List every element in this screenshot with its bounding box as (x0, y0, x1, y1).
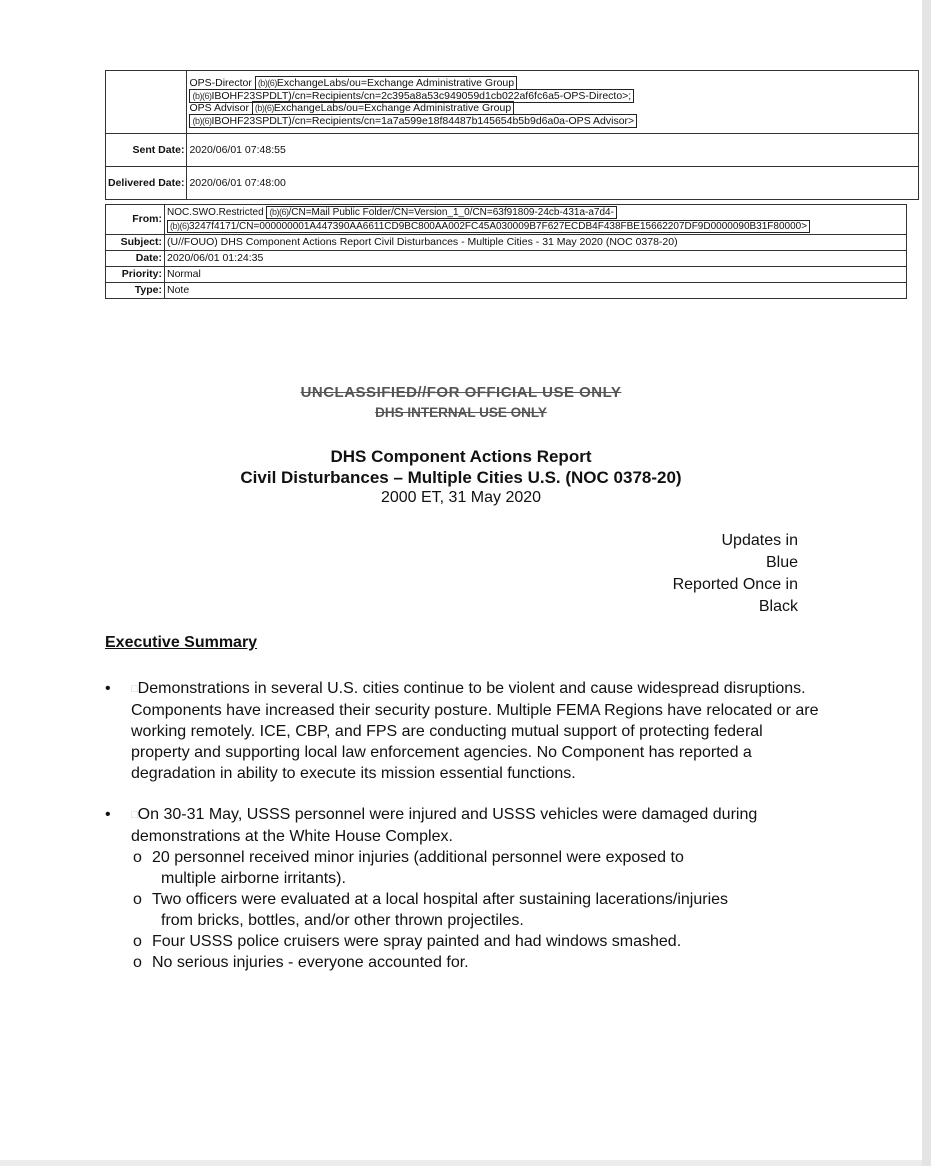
internal-use-marking: DHS INTERNAL USE ONLY (375, 405, 547, 420)
recipient-value: IBOHF23SPDLT)/cn=Recipients/cn=1a7a599e18f84487b145654b5b9d6a0a-OPS Advisor> (211, 114, 635, 127)
sent-date-value: 2020/06/01 07:48:55 (187, 134, 919, 167)
recipient-value: ExchangeLabs/ou=Exchange Administrative Group (273, 102, 512, 114)
type-value: Note (165, 283, 907, 299)
recipient-role: OPS-Director (189, 77, 252, 89)
redaction-mark: (b)(6) (192, 90, 212, 101)
recipient-value: ExchangeLabs/ou=Exchange Administrative Group (276, 77, 515, 89)
bullet-icon: • (105, 680, 111, 697)
sub-bullet-text: 20 personnel received minor injuries (additional personnel were exposed to (152, 849, 684, 866)
recipient-value: IBOHF23SPDLT)/cn=Recipients/cn=2c395a8a53c949059d1cb022af6fc6a5-OPS-Directo>; (211, 89, 632, 102)
message-meta-block (105, 204, 907, 299)
date-value: 2020/06/01 01:24:35 (165, 251, 907, 267)
sub-bullet-text: No serious injuries - everyone accounted for. (152, 954, 469, 971)
recipient-role: OPS Advisor (189, 102, 249, 114)
recipient-address (189, 114, 637, 128)
sub-list-item (133, 931, 825, 952)
recipient-address (252, 101, 514, 115)
sub-bullet-text: from bricks, bottles, and/or other thrown projectiles. (161, 912, 524, 929)
redaction-mark: (b)(6) (254, 103, 274, 113)
from-label: From: (106, 205, 165, 235)
checkbox-marker-icon: □ (131, 809, 138, 821)
sub-bullet-icon: o (133, 849, 142, 866)
recipient-row (189, 102, 916, 115)
recipients-block (105, 70, 919, 200)
subject-label: Subject: (106, 235, 165, 251)
recipient-row (189, 115, 916, 128)
list-item (105, 804, 825, 973)
from-address-line2: 3247f4171/CN=000000001A447390AA6611CD9BC800AA002FC45A030009B7F627ECDB4F438FBE15662207DF9D0000090B31F80000> (189, 220, 808, 232)
sub-list-item (133, 847, 825, 889)
bullet-text: On 30-31 May, USSS personnel were injured and USSS vehicles were damaged during demonstrations at the White House Complex. (131, 806, 758, 845)
bullet-icon: • (105, 806, 111, 823)
executive-summary-heading: Executive Summary (105, 634, 258, 651)
sub-bullet-text: Two officers were evaluated at a local hospital after sustaining lacerations/injuries (152, 891, 729, 908)
sub-bullet-icon: o (133, 933, 142, 950)
sub-bullet-icon: o (133, 954, 142, 971)
legend-line: Blue (765, 554, 798, 571)
delivered-date-value: 2020/06/01 07:48:00 (187, 167, 919, 200)
priority-value: Normal (165, 267, 907, 283)
legend-line: Updates in (721, 532, 798, 549)
classification-marking: UNCLASSIFIED//FOR OFFICIAL USE ONLY (300, 384, 622, 401)
sub-list-item (133, 952, 825, 973)
delivered-date-label: Delivered Date: (106, 167, 187, 200)
list-item (105, 678, 825, 784)
sent-date-label: Sent Date: (106, 134, 187, 167)
color-legend (673, 530, 798, 618)
redaction-mark: (b)(6) (192, 115, 212, 126)
viewer-scrollbar[interactable] (922, 0, 931, 1166)
executive-summary-list (105, 678, 825, 993)
redaction-mark: (b)(6) (257, 78, 277, 88)
report-datetime: 2000 ET, 31 May 2020 (380, 489, 542, 506)
sub-bullet-icon: o (133, 891, 142, 908)
from-name: NOC.SWO.Restricted (167, 207, 264, 218)
legend-line: Reported Once in (672, 576, 798, 593)
recipients-label-cell (106, 71, 187, 134)
priority-label: Priority: (106, 267, 165, 283)
recipient-address (255, 76, 517, 90)
recipients-cell (187, 71, 919, 134)
type-label: Type: (106, 283, 165, 299)
sub-bullet-text: Four USSS police cruisers were spray painted and had windows smashed. (152, 933, 682, 950)
report-title: DHS Component Actions Report (330, 447, 592, 466)
checkbox-marker-icon: □ (131, 683, 138, 695)
sub-list-item (133, 889, 825, 931)
recipient-row (189, 77, 916, 90)
from-value (165, 205, 907, 235)
sub-bullet-text: multiple airborne irritants). (161, 870, 346, 887)
redaction-mark: (b)(6) (269, 207, 289, 217)
legend-line: Black (758, 598, 798, 615)
date-label: Date: (106, 251, 165, 267)
from-address-line1: /CN=Mail Public Folder/CN=Version_1_0/CN=63f91809-24cb-431a-a7d4- (288, 207, 614, 218)
redaction-mark: (b)(6) (170, 220, 189, 231)
subject-value: (U//FOUO) DHS Component Actions Report Civil Disturbances - Multiple Cities - 31 May 2020 (NOC 0378-20) (165, 235, 907, 251)
report-subtitle: Civil Disturbances – Multiple Cities U.S. (NOC 0378-20) (240, 468, 682, 487)
bullet-text: Demonstrations in several U.S. cities continue to be violent and cause widespread disruptions. Components have increased their security posture. Multiple FEMA Regions have relocated or are working remotely. ICE, CBP, and FPS are conducting mutual support of protecting federal property and supporting local law enforcement agencies. No Component has reported a degradation in ability to execute its mission essential functions. (131, 680, 819, 782)
